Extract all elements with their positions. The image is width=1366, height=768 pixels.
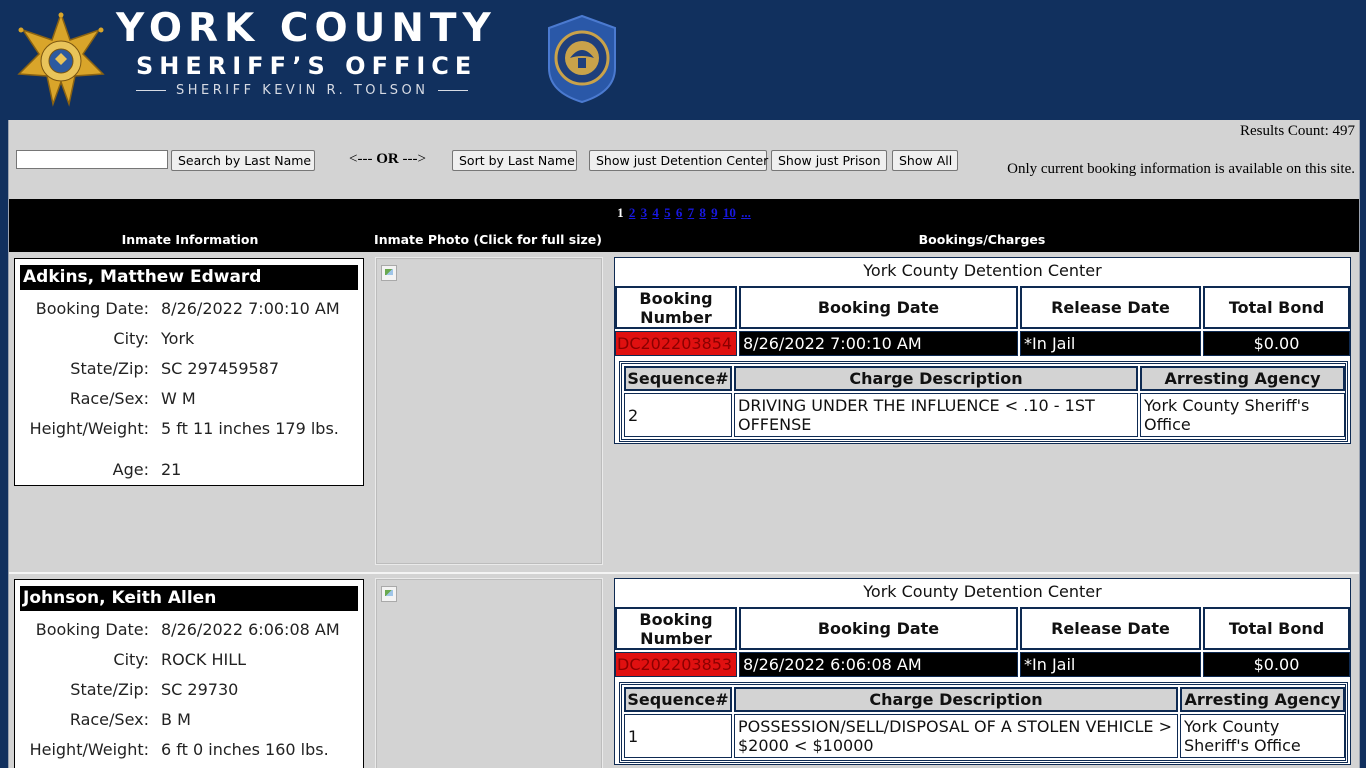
value-city: ROCK HILL — [161, 650, 247, 669]
header-sequence: Sequence# — [624, 366, 732, 391]
value-booking-date: 8/26/2022 7:00:10 AM — [161, 299, 340, 318]
sheriff-name: SHERIFF KEVIN R. TOLSON — [176, 83, 429, 98]
availability-notice: Only current booking information is available on this site. — [1007, 161, 1355, 177]
search-by-last-name-button[interactable]: Search by Last Name — [171, 150, 315, 171]
inmate-info-card — [14, 258, 364, 486]
charge-description: POSSESSION/SELL/DISPOSAL OF A STOLEN VEHICLE > $2000 < $10000 — [734, 714, 1178, 758]
inmate-info-card — [14, 579, 364, 768]
value-race-sex: W M — [161, 389, 196, 408]
page-link-more[interactable]: ... — [741, 205, 751, 220]
title-sheriff-name — [136, 83, 516, 98]
value-state-zip: SC 29730 — [161, 680, 239, 699]
value-height-weight: 6 ft 0 inches 160 lbs. — [161, 740, 329, 759]
label-race-sex: Race/Sex: — [69, 710, 149, 729]
label-city: City: — [113, 329, 149, 348]
booking-date: 8/26/2022 7:00:10 AM — [739, 331, 1018, 356]
charges-table — [619, 361, 1348, 442]
show-detention-center-button[interactable]: Show just Detention Center — [589, 150, 767, 171]
page-link[interactable]: 6 — [675, 205, 683, 220]
booking-number: DC202203853 — [615, 652, 737, 677]
page-link[interactable]: 5 — [664, 205, 671, 220]
label-state-zip: State/Zip: — [70, 680, 149, 699]
pagination — [9, 205, 1359, 221]
inmate-name: Johnson, Keith Allen — [20, 586, 358, 611]
header-booking-number: Booking Number — [615, 607, 737, 650]
decorative-rule — [438, 90, 468, 91]
inmate-photo[interactable] — [375, 578, 603, 768]
inmate-name: Adkins, Matthew Edward — [20, 265, 358, 290]
booking-date: 8/26/2022 6:06:08 AM — [739, 652, 1018, 677]
value-city: York — [161, 329, 195, 348]
header-total-bond: Total Bond — [1203, 607, 1350, 650]
last-name-search-input[interactable] — [16, 150, 168, 169]
charges-table — [619, 682, 1348, 763]
header-arresting-agency: Arresting Agency — [1180, 687, 1345, 712]
label-height-weight: Height/Weight: — [29, 740, 149, 759]
or-right-arrow: ---> — [398, 151, 426, 167]
results-header-bar — [9, 199, 1359, 252]
header-total-bond: Total Bond — [1203, 286, 1350, 329]
value-age: 21 — [161, 460, 182, 479]
page-link[interactable]: 3 — [640, 205, 648, 220]
header-charge-description: Charge Description — [734, 366, 1138, 391]
release-date: *In Jail — [1020, 331, 1201, 356]
page-link[interactable]: 2 — [628, 205, 636, 220]
page-link[interactable]: 7 — [687, 205, 695, 220]
inmate-record — [9, 255, 1359, 573]
record-divider — [9, 572, 1359, 574]
charge-agency: York County Sheriff's Office — [1180, 714, 1345, 758]
main-panel — [8, 120, 1360, 768]
column-header-inmate-information: Inmate Information — [121, 232, 259, 247]
label-booking-date: Booking Date: — [35, 299, 149, 318]
release-date: *In Jail — [1020, 652, 1201, 677]
site-header — [0, 0, 1366, 120]
header-arresting-agency: Arresting Agency — [1140, 366, 1345, 391]
inmate-photo[interactable] — [375, 257, 603, 565]
label-city: City: — [113, 650, 149, 669]
column-header-inmate-photo: Inmate Photo (Click for full size) — [374, 232, 602, 247]
header-booking-date: Booking Date — [739, 286, 1018, 329]
value-booking-date: 8/26/2022 6:06:08 AM — [161, 620, 340, 639]
sort-by-last-name-button[interactable]: Sort by Last Name — [452, 150, 577, 171]
inmate-record — [9, 576, 1359, 768]
state-seal-logo — [545, 14, 619, 104]
booking-number: DC202203854 — [615, 331, 737, 356]
page-link[interactable]: 9 — [711, 205, 718, 220]
or-left-arrow: <--- — [349, 151, 377, 167]
title-sheriffs-office: SHERIFF’S OFFICE — [136, 52, 478, 80]
facility-name: York County Detention Center — [863, 582, 1102, 601]
title-york-county: YORK COUNTY — [116, 6, 497, 51]
header-release-date: Release Date — [1020, 286, 1201, 329]
header-charge-description: Charge Description — [734, 687, 1178, 712]
header-sequence: Sequence# — [624, 687, 732, 712]
facility-name: York County Detention Center — [863, 261, 1102, 280]
page-link[interactable]: 10 — [722, 205, 736, 220]
decorative-rule — [136, 90, 166, 91]
header-release-date: Release Date — [1020, 607, 1201, 650]
value-race-sex: B M — [161, 710, 191, 729]
value-state-zip: SC 297459587 — [161, 359, 280, 378]
charge-description: DRIVING UNDER THE INFLUENCE < .10 - 1ST OFFENSE — [734, 393, 1138, 437]
page-current: 1 — [617, 205, 624, 220]
charge-sequence: 2 — [624, 393, 732, 437]
sheriff-badge-logo — [17, 12, 105, 108]
total-bond: $0.00 — [1203, 331, 1350, 356]
label-state-zip: State/Zip: — [70, 359, 149, 378]
booking-table — [614, 578, 1351, 765]
show-prison-button[interactable]: Show just Prison — [771, 150, 887, 171]
header-booking-number: Booking Number — [615, 286, 737, 329]
label-height-weight: Height/Weight: — [29, 419, 149, 438]
or-word: OR — [376, 151, 399, 167]
or-separator — [349, 151, 426, 168]
column-header-bookings-charges: Bookings/Charges — [918, 232, 1046, 247]
value-height-weight: 5 ft 11 inches 179 lbs. — [161, 419, 339, 438]
booking-table — [614, 257, 1351, 444]
page-link[interactable]: 8 — [699, 205, 706, 220]
charge-sequence: 1 — [624, 714, 732, 758]
total-bond: $0.00 — [1203, 652, 1350, 677]
label-booking-date: Booking Date: — [35, 620, 149, 639]
broken-image-icon — [381, 586, 397, 602]
results-count: Results Count: 497 — [1239, 123, 1355, 139]
label-age: Age: — [112, 460, 149, 479]
broken-image-icon — [381, 265, 397, 281]
charge-agency: York County Sheriff's Office — [1140, 393, 1345, 437]
label-race-sex: Race/Sex: — [69, 389, 149, 408]
show-all-button[interactable]: Show All — [892, 150, 958, 171]
page-link[interactable]: 4 — [652, 205, 659, 220]
header-booking-date: Booking Date — [739, 607, 1018, 650]
search-toolbar — [9, 120, 1359, 199]
